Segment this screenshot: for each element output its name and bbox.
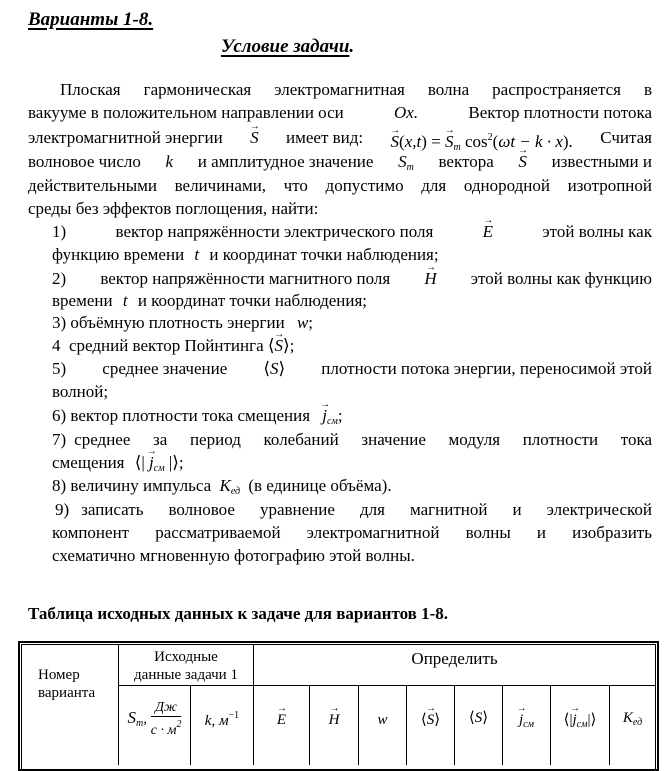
header-j-disp: → $j_{см}$: [503, 711, 550, 734]
item-text: ;: [289, 336, 295, 355]
intro-line-1: [60, 78, 652, 101]
vector-s-symbol: → S: [250, 126, 259, 159]
t-symbol: t: [122, 291, 128, 310]
header-avg-s-vector: ⟨→ S⟩: [407, 711, 454, 729]
item-text: времени: [52, 291, 113, 310]
header-k-ed: $K_{ед}$: [622, 710, 643, 728]
item-number: 4: [52, 336, 61, 355]
item-number: 8): [52, 476, 67, 495]
task-item-7: [52, 428, 652, 451]
w-symbol: w: [296, 313, 309, 332]
intro-text: Считая: [600, 128, 652, 147]
item-text: и координат точки наблюдения;: [137, 291, 368, 310]
j-disp-symbol: → $j_{см}$: [322, 406, 338, 425]
item-text: ;: [178, 453, 184, 472]
vector-e-symbol: → E: [483, 220, 493, 243]
item-text: среднее за период колебаний значение модуля плотности тока: [74, 430, 652, 449]
header-text: Исходные: [154, 649, 218, 665]
avg-abs-j-symbol: ⟨| → $j_{см}$ |⟩: [135, 453, 179, 472]
intro-text: среды без эффектов поглощения, найти:: [28, 199, 319, 218]
item-text: (в единице объёма).: [248, 476, 392, 495]
item-text: величину импульса: [70, 476, 212, 495]
item-text: компонент рассматриваемой электромагнитной волны и изобразить: [52, 523, 652, 542]
sm-symbol: $S_m$: [398, 152, 414, 173]
task-item-2: [52, 267, 652, 290]
intro-text: Вектор плотности потока: [468, 103, 652, 122]
item-number: 2): [52, 269, 67, 288]
intro-text: вакууме в положительном направлении оси: [28, 103, 344, 122]
intro-line-2: [28, 101, 652, 124]
vector-s-symbol: → S: [518, 150, 527, 179]
header-text: варианта: [38, 685, 96, 701]
task-item-2-cont: [52, 289, 367, 312]
item-text: волной;: [52, 382, 109, 401]
intro-line-6: [28, 197, 318, 220]
variants-title: Варианты 1-8.: [28, 9, 154, 30]
header-h-vector: → H: [310, 711, 358, 729]
task-item-4: [52, 334, 294, 357]
header-divider: [118, 685, 655, 686]
header-input-data: [119, 648, 253, 684]
header-variant-number: [24, 666, 114, 702]
item-number: 5): [52, 359, 67, 378]
item-text: ;: [337, 406, 343, 425]
item-number: 6): [52, 406, 67, 425]
intro-text: Плоская гармоническая электромагнитная волна распространяется в: [60, 80, 652, 99]
item-text: этой волны как функцию: [470, 269, 652, 288]
task-item-1: [52, 220, 652, 243]
intro-text: действительными величинами, что допустимо для однородной изотропной: [28, 176, 652, 195]
intro-text: и амплитудное значение: [197, 152, 374, 171]
intro-text: известными и: [551, 152, 652, 171]
header-determine: Определить: [411, 649, 498, 668]
condition-title-text: Условие задачи: [221, 36, 350, 57]
header-text: Номер: [38, 667, 80, 683]
avg-s-symbol: ⟨S⟩: [263, 359, 286, 378]
item-text: вектор напряжённости магнитного поля: [100, 269, 391, 288]
intro-line-5: [28, 174, 652, 197]
task-item-9-cont2: [52, 544, 415, 567]
item-text: плотности потока энергии, переносимой этой: [321, 359, 652, 378]
intro-text: имеет вид:: [286, 128, 364, 147]
task-item-5-cont: [52, 380, 108, 403]
k-ed-symbol: $K_{ед}$: [219, 476, 241, 497]
table-title: Таблица исходных данных к задаче для вариантов 1-8.: [28, 604, 449, 623]
item-text: объёмную плотность энергии: [70, 313, 285, 332]
header-sm: $S_m$, $\frac{Дж}{с \cdot м^2}$: [127, 700, 182, 738]
item-number: 9): [55, 500, 70, 519]
header-text: данные задачи 1: [134, 667, 238, 683]
item-text: среднее значение: [102, 359, 228, 378]
item-text: вектор плотности тока смещения: [70, 406, 311, 425]
condition-title-dot: .: [349, 36, 355, 57]
item-text: схематично мгновенную фотографию этой волны.: [52, 546, 415, 565]
intro-text: электромагнитной энергии: [28, 128, 223, 147]
task-item-5: [52, 357, 652, 380]
item-text: смещения: [52, 453, 125, 472]
item-text: вектор напряжённости электрического поля: [115, 222, 434, 241]
avg-poynting-symbol: ⟨→ S⟩: [268, 336, 290, 355]
item-text: записать волновое уравнение для магнитной и электрической: [81, 500, 652, 519]
header-avg-abs-j: ⟨|→ $j_{см}|⟩$: [551, 711, 609, 734]
formula: → S(x,t) = → $S_m$ $\cos^2(\omega t - k \cdot x)$.: [391, 126, 573, 159]
header-k: k, $м^{-1}$: [204, 710, 240, 729]
item-number: 7): [52, 430, 67, 449]
item-number: 1): [52, 222, 67, 241]
header-avg-s: ⟨S⟩: [468, 710, 489, 726]
vector-h-symbol: → H: [424, 267, 436, 290]
item-text: и координат точки наблюдения;: [209, 245, 439, 264]
axis-symbol: Ox.: [394, 103, 419, 122]
item-text: функцию времени: [52, 245, 185, 264]
header-w: w: [377, 712, 388, 728]
item-text: этой волны как: [542, 222, 652, 241]
intro-text: вектора: [438, 152, 494, 171]
header-e-vector: → E: [254, 711, 309, 729]
item-number: 3): [52, 313, 67, 332]
task-item-1-cont: [52, 243, 439, 266]
task-item-9-cont: [52, 521, 652, 544]
intro-text: волновое число: [28, 152, 141, 171]
t-symbol: t: [194, 245, 200, 264]
k-symbol: k: [165, 152, 174, 171]
item-text: средний вектор Пойнтинга: [69, 336, 264, 355]
condition-title: [221, 36, 354, 58]
item-text: ;: [308, 313, 314, 332]
task-item-9: [55, 498, 652, 521]
